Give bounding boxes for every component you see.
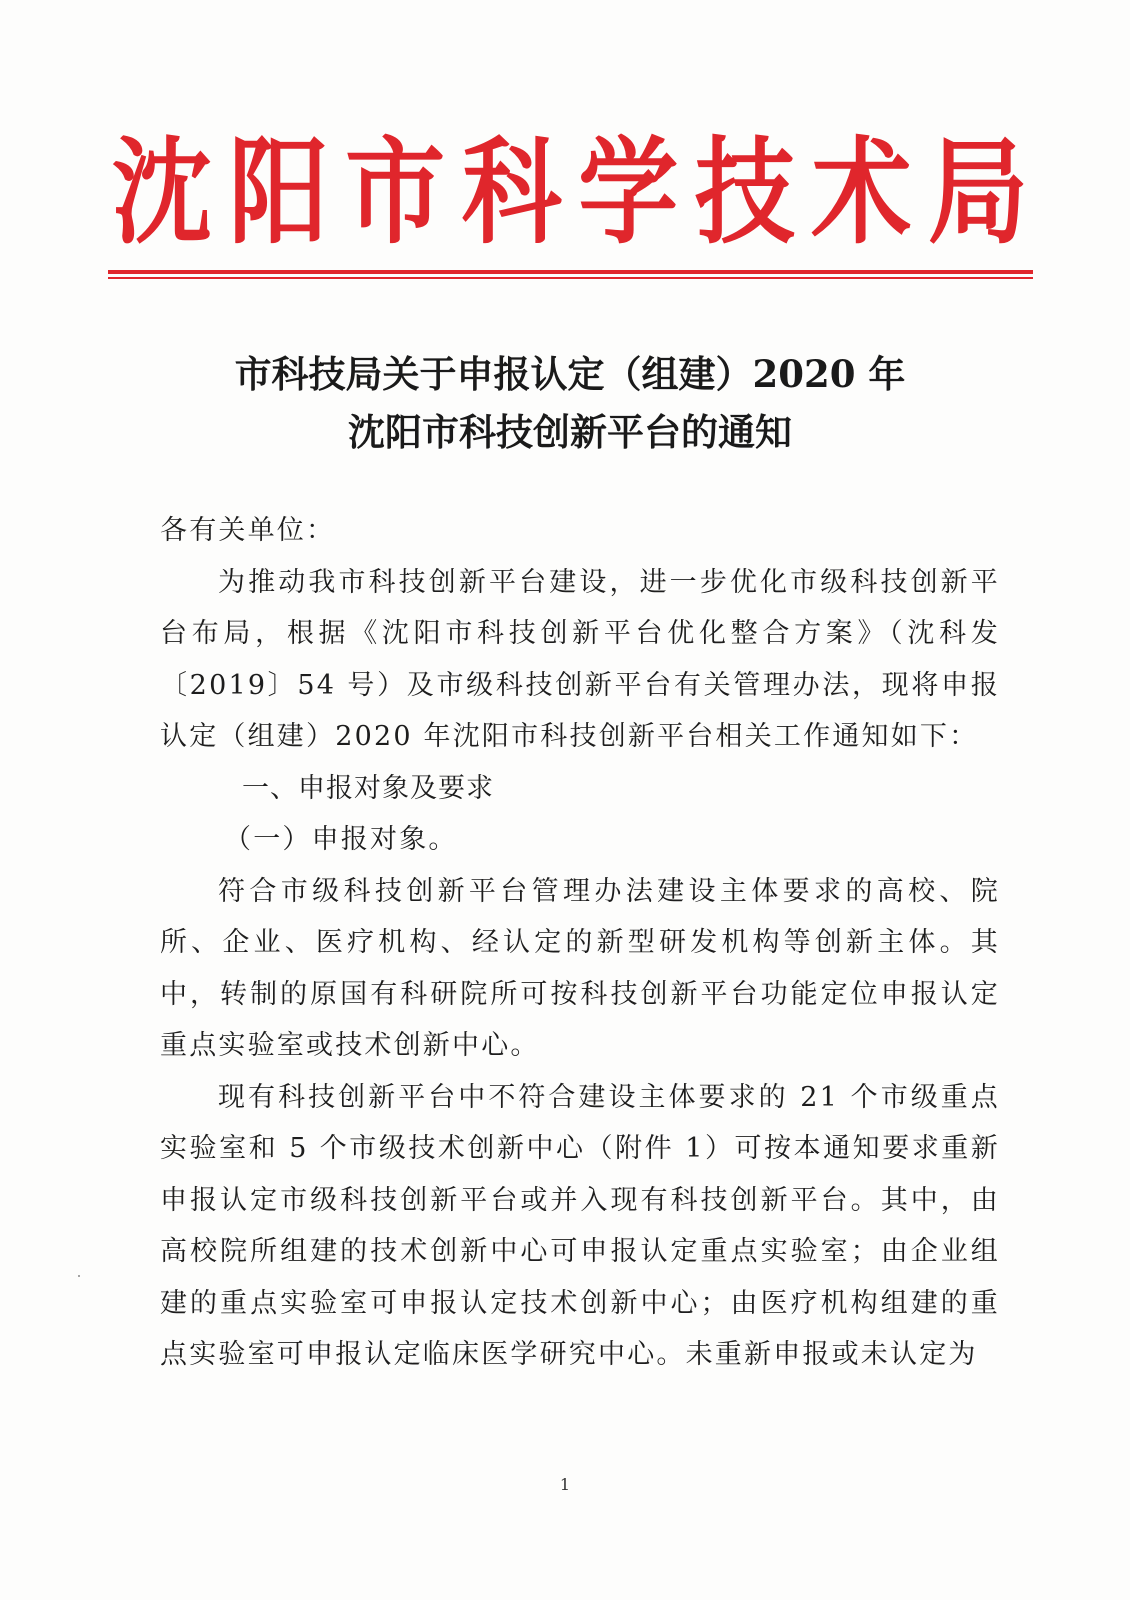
body-paragraph-1: 符合市级科技创新平台管理办法建设主体要求的高校、院所、企业、医疗机构、经认定的新型研发机构等创新主体。其中，转制的原国有科研院所可按科技创新平台功能定位申报认定重点实验室或技术创新中心。 [160, 875, 1000, 1061]
page-number: 1 [559, 1475, 571, 1494]
masthead-char: 局 [927, 125, 1028, 260]
red-divider-thin [108, 277, 1033, 279]
document-title [110, 345, 1030, 461]
agency-masthead [110, 125, 1030, 260]
intro-paragraph: 为推动我市科技创新平台建设，进一步优化市级科技创新平台布局，根据《沈阳市科技创新平台优化整合方案》（沈科发〔2019〕54 号）及市级科技创新平台有关管理办法，现将申报认定（组建）2020 年沈阳市科技创新平台相关工作通知如下： [160, 566, 1000, 752]
document-body [160, 505, 1000, 1381]
section-heading-1: 一、申报对象及要求 [242, 772, 494, 804]
masthead-char: 科 [461, 125, 562, 260]
masthead-char: 学 [578, 125, 679, 260]
salutation: 各有关单位： [160, 515, 336, 546]
title-line-2: 沈阳市科技创新平台的通知 [348, 410, 792, 454]
scan-speck [78, 1275, 80, 1277]
red-divider-thick [108, 270, 1033, 274]
title-line-1: 市科技局关于申报认定（组建）2020 年 [234, 352, 906, 396]
masthead-char: 技 [694, 125, 795, 260]
masthead-char: 市 [345, 125, 446, 260]
masthead-char: 阳 [228, 125, 329, 260]
masthead-char: 沈 [112, 125, 212, 260]
body-paragraph-2: 现有科技创新平台中不符合建设主体要求的 21 个市级重点实验室和 5 个市级技术创新中心（附件 1）可按本通知要求重新申报认定市级科技创新平台或并入现有科技创新平台。其中，由高校院所组建的技术创新中心可申报认定重点实验室；由企业组建的重点实验室可申报认定技术创新中心；由医疗机构组建的重点实验室可申报认定临床医学研究中心。未重新申报或未认定为 [160, 1081, 1000, 1370]
masthead-char: 术 [811, 125, 912, 260]
subsection-heading-1: （一）申报对象。 [224, 824, 458, 855]
